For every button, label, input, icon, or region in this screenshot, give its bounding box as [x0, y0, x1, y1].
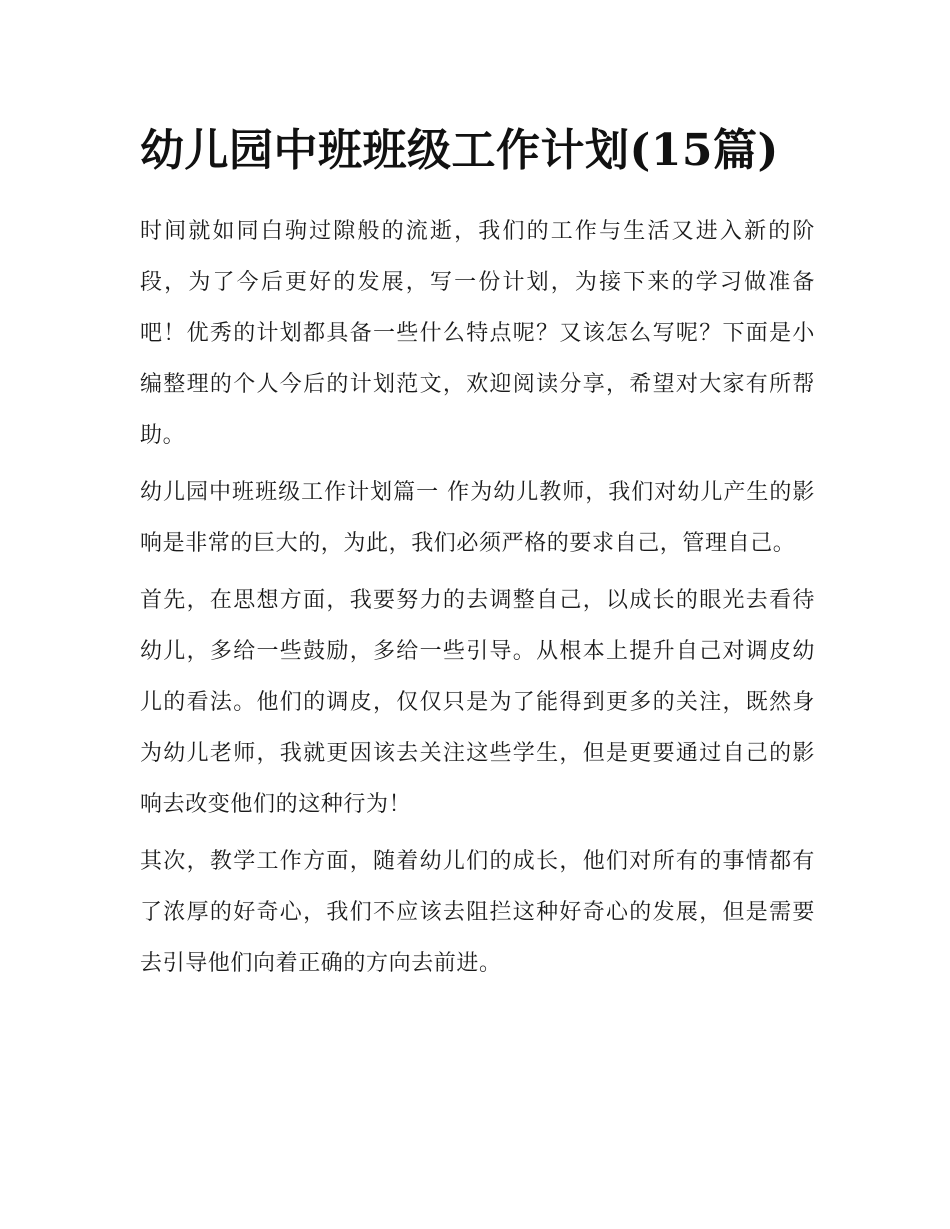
paragraph-section-one: 幼儿园中班班级工作计划篇一 作为幼儿教师，我们对幼儿产生的影响是非常的巨大的，为此，我们必须严格的要求自己，管理自己。 — [140, 480, 815, 556]
document-body — [140, 112, 815, 995]
document-title: 幼儿园中班班级工作计划(15篇) — [140, 125, 779, 176]
paragraph-teaching: 其次，教学工作方面，随着幼儿们的成长，他们对所有的事情都有了浓厚的好奇心，我们不应该去阻拦这种好奇心的发展，但是需要去引导他们向着正确的方向去前进。 — [140, 849, 815, 976]
paragraph-thoughts: 首先，在思想方面，我要努力的去调整自己，以成长的眼光去看待幼儿，多给一些鼓励，多给一些引导。从根本上提升自己对调皮幼儿的看法。他们的调皮，仅仅只是为了能得到更多的关注，既然身为幼儿老师，我就更因该去关注这些学生，但是更要通过自己的影响去改变他们的这种行为！ — [140, 588, 815, 817]
paragraph-intro: 时间就如同白驹过隙般的流逝，我们的工作与生活又进入新的阶段，为了今后更好的发展，写一份计划，为接下来的学习做准备吧！优秀的计划都具备一些什么特点呢？又该怎么写呢？下面是小编整理的个人今后的计划范文，欢迎阅读分享，希望对大家有所帮助。 — [140, 219, 815, 448]
